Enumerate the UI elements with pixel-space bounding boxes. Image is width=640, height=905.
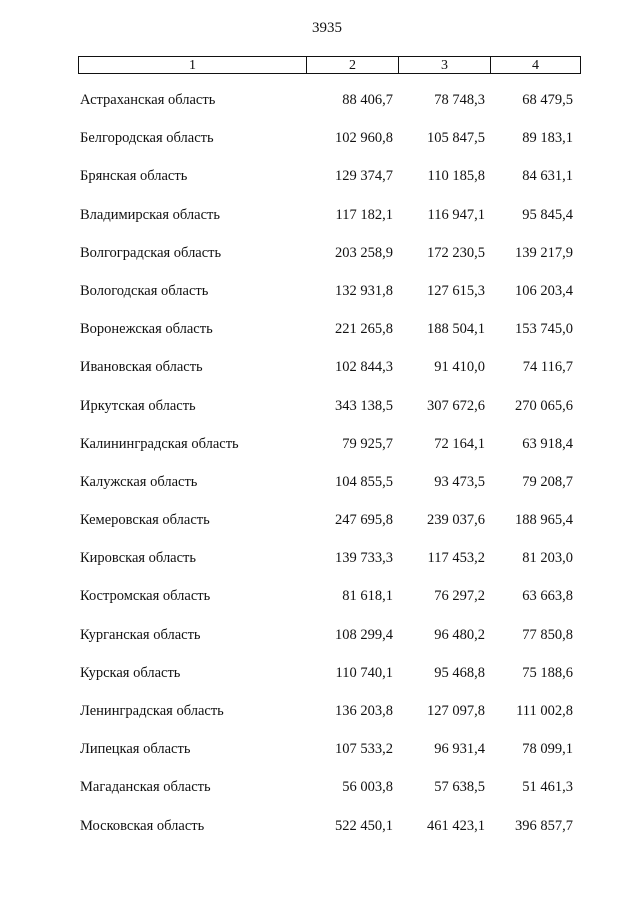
value-col-4: 188 965,4 [515, 512, 573, 529]
value-col-4: 111 002,8 [516, 703, 573, 719]
column-header-table [78, 56, 581, 74]
value-col-4: 77 850,8 [522, 626, 573, 643]
value-col-3: 172 230,5 [427, 244, 485, 261]
table-row [0, 281, 640, 319]
value-col-2: 88 406,7 [342, 92, 393, 108]
value-col-3: 96 480,2 [434, 626, 485, 643]
table-row [0, 166, 640, 204]
value-col-2: 203 258,9 [335, 244, 393, 261]
table-row [0, 319, 640, 357]
region-name: Кировская область [80, 550, 197, 567]
region-name: Липецкая область [80, 741, 191, 758]
column-header-4: 4 [491, 57, 581, 74]
value-col-4: 81 203,0 [522, 550, 573, 567]
value-col-4: 74 116,7 [522, 359, 573, 376]
table-row [0, 739, 640, 777]
value-col-3: 57 638,5 [434, 779, 485, 796]
value-col-4: 79 208,7 [522, 473, 573, 490]
value-col-3: 239 037,6 [427, 512, 485, 529]
value-col-3: 461 423,1 [427, 817, 485, 834]
value-col-3: 91 410,0 [434, 359, 485, 376]
data-rows [0, 90, 640, 854]
value-col-2: 247 695,8 [335, 512, 393, 529]
value-col-4: 139 217,9 [515, 244, 573, 261]
value-col-2: 343 138,5 [335, 397, 393, 414]
table-row [0, 510, 640, 548]
value-col-3: 76 297,2 [434, 588, 485, 605]
value-col-4: 89 183,1 [522, 130, 573, 147]
value-col-2: 56 003,8 [342, 779, 393, 796]
region-name: Костромская область [80, 588, 211, 605]
table-row [0, 434, 640, 472]
value-col-3: 72 164,1 [434, 435, 485, 452]
column-header-3: 3 [399, 57, 491, 74]
value-col-2: 81 618,1 [342, 588, 393, 605]
value-col-4: 396 857,7 [515, 817, 573, 834]
value-col-2: 117 182,1 [335, 206, 393, 223]
region-name: Магаданская область [80, 779, 211, 796]
table-row [0, 243, 640, 281]
value-col-3: 116 947,1 [427, 206, 485, 223]
value-col-2: 129 374,7 [335, 168, 393, 185]
region-name: Брянская область [80, 168, 188, 185]
value-col-3: 93 473,5 [434, 473, 485, 490]
table-row [0, 625, 640, 663]
value-col-4: 51 461,3 [522, 779, 573, 796]
value-col-4: 95 845,4 [522, 206, 573, 223]
value-col-3: 95 468,8 [434, 664, 485, 681]
value-col-4: 153 745,0 [515, 321, 573, 338]
region-name: Кемеровская область [80, 512, 210, 529]
value-col-2: 110 740,1 [335, 664, 393, 681]
value-col-2: 221 265,8 [335, 321, 393, 338]
region-name: Вологодская область [80, 282, 209, 299]
value-col-3: 78 748,3 [434, 92, 485, 108]
region-name: Волгоградская область [80, 244, 222, 261]
table-row [0, 701, 640, 739]
region-name: Астраханская область [80, 92, 216, 108]
region-name: Калининградская область [80, 435, 239, 452]
region-name: Курская область [80, 664, 181, 681]
value-col-2: 136 203,8 [335, 703, 393, 719]
table-row [0, 586, 640, 624]
value-col-2: 107 533,2 [335, 741, 393, 758]
table-row [0, 128, 640, 166]
value-col-2: 102 844,3 [335, 359, 393, 376]
column-header-2: 2 [307, 57, 399, 74]
value-col-3: 105 847,5 [427, 130, 485, 147]
region-name: Калужская область [80, 473, 198, 490]
value-col-4: 84 631,1 [522, 168, 573, 185]
table-row [0, 205, 640, 243]
value-col-4: 63 663,8 [522, 588, 573, 605]
table-row [0, 548, 640, 586]
value-col-4: 270 065,6 [515, 397, 573, 414]
value-col-3: 127 097,8 [427, 703, 485, 719]
region-name: Воронежская область [80, 321, 213, 338]
value-col-2: 139 733,3 [335, 550, 393, 567]
column-header-row [79, 57, 581, 74]
value-col-4: 106 203,4 [515, 282, 573, 299]
table-row [0, 663, 640, 701]
value-col-3: 96 931,4 [434, 741, 485, 758]
table-row [0, 90, 640, 128]
region-name: Ивановская область [80, 359, 203, 376]
table-row [0, 357, 640, 395]
value-col-3: 117 453,2 [427, 550, 485, 567]
value-col-4: 75 188,6 [522, 664, 573, 681]
value-col-2: 79 925,7 [342, 435, 393, 452]
region-name: Курганская область [80, 626, 201, 643]
value-col-4: 78 099,1 [522, 741, 573, 758]
page-number: 3935 [312, 20, 342, 36]
table-row [0, 396, 640, 434]
value-col-2: 132 931,8 [335, 282, 393, 299]
value-col-3: 307 672,6 [427, 397, 485, 414]
region-name: Московская область [80, 817, 205, 834]
value-col-2: 108 299,4 [335, 626, 393, 643]
region-name: Белгородская область [80, 130, 214, 147]
value-col-2: 522 450,1 [335, 817, 393, 834]
region-name: Владимирская область [80, 206, 220, 223]
value-col-4: 63 918,4 [522, 435, 573, 452]
value-col-3: 127 615,3 [427, 282, 485, 299]
value-col-2: 102 960,8 [335, 130, 393, 147]
value-col-4: 68 479,5 [522, 92, 573, 108]
table-row [0, 777, 640, 815]
table-row [0, 816, 640, 854]
value-col-3: 188 504,1 [427, 321, 485, 338]
region-name: Ленинградская область [80, 703, 224, 719]
value-col-2: 104 855,5 [335, 473, 393, 490]
region-name: Иркутская область [80, 397, 196, 414]
table-row [0, 472, 640, 510]
value-col-3: 110 185,8 [427, 168, 485, 185]
column-header-1: 1 [79, 57, 307, 74]
